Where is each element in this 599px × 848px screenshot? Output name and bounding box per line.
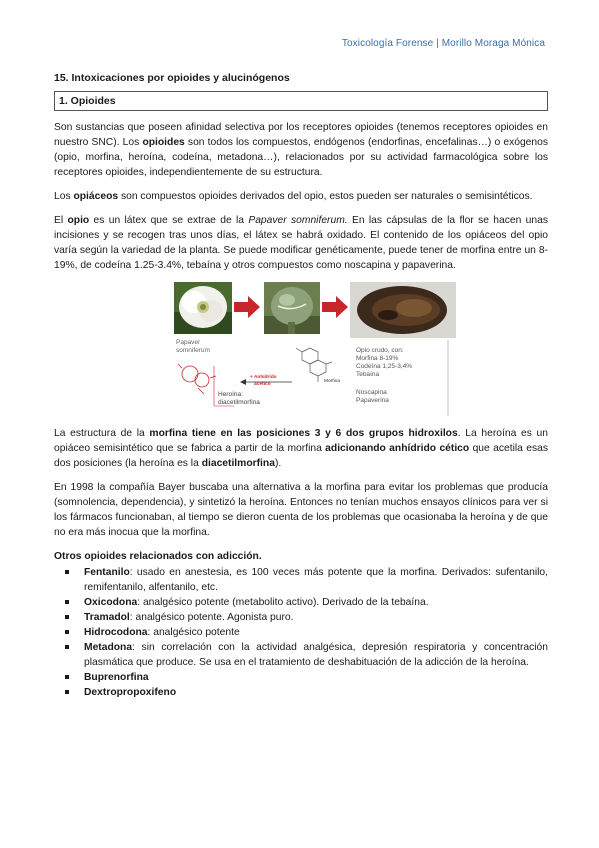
label-plant-line-2: somniferum xyxy=(176,347,210,354)
list-item: Tramadol: analgésico potente. Agonista puro. xyxy=(84,610,548,625)
list-item: Fentanilo: usado en anestesia, es 100 veces más potente que la morfina. Derivados: sufentanilo, remifentanilo, alfentanilo, etc. xyxy=(84,565,548,595)
label-opium-line-1: Opio crudo, con: xyxy=(356,347,404,354)
label-heroin-line-2: diacetilmorfina xyxy=(218,399,260,406)
list-item: Oxicodona: analgésico potente (metabolito activo). Derivado de la tebaína. xyxy=(84,595,548,610)
opium-to-heroin-figure xyxy=(174,282,456,416)
paragraph-opio: El opio es un látex que se extrae de la Papaver somniferum. En las cápsulas de la flor se hacen unas incisiones y se recogen tras unos días, el látex se habrá oxidado. El contenido de los opiáceos del opio varía según la variedad de la planta. Se puede modificar genéticamente, puede tener de morfina entre un 8-19%, de codeína 1.25-3.4%, tebaína y otros compuestos como noscapina y papaverina. xyxy=(54,215,548,271)
label-morphine: Morfina xyxy=(324,379,340,384)
label-heroin-line-1: Heroína: xyxy=(218,391,243,398)
label-opium-line-6: Papaverina xyxy=(356,397,389,404)
paragraph-bayer-history: En 1998 la compañía Bayer buscaba una alternativa a la morfina para evitar los problemas que producía (somnolencia, dependencia), y sintetizó la heroína. Entonces no tenían muchos ensayos clínicos para ver si los fármacos funcionaban, al tiempo se dieron cuenta de los problemas que ocasionaba la heroína y de que no era más inocua que la morfina. xyxy=(54,482,548,538)
page-header: Toxicología Forense | Morillo Moraga Mónica xyxy=(341,38,545,49)
morphine-structure-icon xyxy=(296,348,332,382)
arrow-1-icon xyxy=(234,296,260,318)
bullet-icon xyxy=(65,630,69,634)
label-reagent-line-2: acético xyxy=(254,382,271,387)
page-content xyxy=(54,72,548,700)
label-opium-line-2: Morfina 8-19% xyxy=(356,355,399,362)
bullet-icon xyxy=(65,645,69,649)
bullet-icon xyxy=(65,615,69,619)
poppy-capsule-photo xyxy=(264,282,320,334)
paragraph-opiaceos: Los opiáceos son compuestos opioides derivados del opio, estos pueden ser naturales o semisintéticos. xyxy=(54,191,533,202)
bullet-icon xyxy=(65,570,69,574)
heroin-structure-icon xyxy=(178,364,216,394)
list-item: Hidrocodona: analgésico potente xyxy=(84,625,548,640)
list-item: Metadona: sin correlación con la actividad analgésica, depresión respiratoria y concentración plasmática que produce. Se usa en el tratamiento de deshabituación de la adicción de la heroína. xyxy=(84,640,548,670)
label-opium-line-3: Codeína 1,25-3,4% xyxy=(356,363,413,370)
list-item: Buprenorfina xyxy=(84,670,548,685)
arrow-2-icon xyxy=(322,296,348,318)
list-heading: Otros opioides relacionados con adicción. xyxy=(54,551,262,562)
bullet-icon xyxy=(65,690,69,694)
label-reagent-line-1: + Anhídrido xyxy=(250,375,277,380)
label-plant-line-1: Papaver xyxy=(176,339,201,346)
list-item: Dextropropoxifeno xyxy=(84,685,548,700)
bullet-icon xyxy=(65,600,69,604)
opioid-list xyxy=(54,565,548,700)
bullet-icon xyxy=(65,675,69,679)
paragraph-morfina-heroina: La estructura de la morfina tiene en las posiciones 3 y 6 dos grupos hidroxilos. La heroína es un opiáceo semisintético que se fabrica a partir de la morfina adicionando anhídrido cético que acetila esas dos posiciones (la heroína es la diacetilmorfina). xyxy=(54,428,549,469)
paragraph-opioides: Son sustancias que poseen afinidad selectiva por los receptores opioides (tenemos receptores opioides en nuestro SNC). Los opioides son todos los compuestos, endógenos (endorfinas, encefalinas…) o exógenos (opio, morfina, heroína, codeína, metadona…), relacionados por su actividad farmacológica sobre los receptores opioides, independientemente de su estructura. xyxy=(54,122,549,178)
section-title: 1. Opioides xyxy=(54,91,548,111)
poppy-flower-photo xyxy=(174,282,232,334)
chapter-title: 15. Intoxicaciones por opioides y alucinógenos xyxy=(54,72,290,84)
crude-opium-photo xyxy=(350,282,456,338)
label-opium-line-4: Tebaína xyxy=(356,371,380,378)
label-opium-line-5: Noscapina xyxy=(356,389,387,396)
